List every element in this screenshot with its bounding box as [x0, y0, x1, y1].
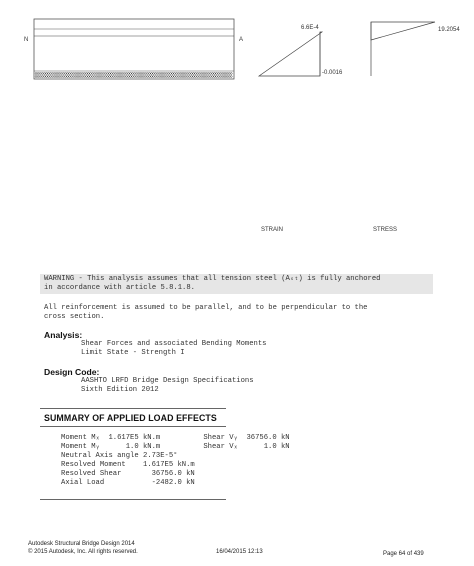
rebar-bar: [207, 73, 209, 75]
summary-row: Resolved Moment 1.617E5 kN.m: [61, 461, 195, 469]
rebar-bar: [98, 73, 100, 75]
rebar-bar: [130, 73, 132, 75]
rebar-bar: [127, 76, 129, 78]
rebar-bar: [60, 73, 62, 75]
rebar-bar: [172, 73, 174, 75]
rebar-bar: [92, 76, 94, 78]
rebar-bar: [163, 73, 165, 75]
rebar-bar: [58, 73, 60, 75]
design-code-line-2: Sixth Edition 2012: [81, 386, 159, 394]
rebar-bar: [121, 73, 123, 75]
analysis-line-2: Limit State - Strength I: [81, 349, 185, 357]
rebar-bar: [155, 76, 157, 78]
rebar-bar: [56, 76, 58, 78]
rebar-bar: [56, 73, 58, 75]
rebar-bar: [67, 76, 69, 78]
rebar-bar: [216, 73, 218, 75]
rebar-bar: [102, 73, 104, 75]
rebar-bar: [52, 76, 54, 78]
rebar-bar: [125, 76, 127, 78]
rebar-bar: [224, 73, 226, 75]
rebar-bar: [37, 73, 39, 75]
rebar-bar: [50, 76, 52, 78]
rebar-bar: [191, 76, 193, 78]
summary-title: SUMMARY OF APPLIED LOAD EFFECTS: [44, 413, 217, 423]
summary-row: Resolved Shear 36756.0 kN: [61, 470, 195, 478]
rebar-bar: [146, 73, 148, 75]
rebar-bar: [41, 73, 43, 75]
rebar-bar: [199, 73, 201, 75]
section-diagram: [0, 0, 474, 250]
rebar-bar: [113, 76, 115, 78]
rebar-bar: [130, 76, 132, 78]
rebar-bar: [113, 73, 115, 75]
rebar-bar: [100, 76, 102, 78]
rebar-bar: [146, 76, 148, 78]
rebar-bar: [209, 73, 211, 75]
rebar-bar: [184, 76, 186, 78]
rebar-bar: [182, 76, 184, 78]
rebar-bar: [109, 76, 111, 78]
rebar-bar: [86, 73, 88, 75]
rebar-bar: [149, 73, 151, 75]
rebar-bar: [151, 73, 153, 75]
summary-row: Moment Mₓ 1.617E5 kN.m Shear Vᵧ 36756.0 kN: [61, 434, 290, 442]
rebar-bar: [138, 73, 140, 75]
rebar-bar: [199, 76, 201, 78]
rebar-bar: [165, 76, 167, 78]
rebar-bar: [140, 73, 142, 75]
rebar-bar: [214, 76, 216, 78]
rebar-bar: [226, 76, 228, 78]
rebar-bar: [155, 73, 157, 75]
summary-row: Axial Load -2482.0 kN: [61, 479, 195, 487]
rebar-bar: [79, 73, 81, 75]
rebar-bar: [218, 73, 220, 75]
rebar-bar: [136, 73, 138, 75]
rebar-bar: [50, 73, 52, 75]
rebar-row-upper: [35, 73, 232, 75]
rebar-bar: [176, 76, 178, 78]
rebar-bar: [83, 73, 85, 75]
rebar-bar: [44, 73, 46, 75]
rebar-bar: [197, 73, 199, 75]
rebar-bar: [121, 76, 123, 78]
rebar-bar: [46, 73, 48, 75]
rebar-bar: [224, 76, 226, 78]
rebar-bar: [174, 76, 176, 78]
rebar-bar: [86, 76, 88, 78]
rebar-bar: [226, 73, 228, 75]
rebar-bar: [191, 73, 193, 75]
rebar-bar: [98, 76, 100, 78]
rebar-bar: [48, 73, 50, 75]
rebar-bar: [136, 76, 138, 78]
rebar-bar: [119, 76, 121, 78]
rebar-bar: [102, 76, 104, 78]
rebar-bar: [69, 73, 71, 75]
rebar-bar: [163, 76, 165, 78]
rebar-bar: [184, 73, 186, 75]
rebar-bar: [161, 76, 163, 78]
rebar-bar: [100, 73, 102, 75]
rebar-bar: [203, 76, 205, 78]
rebar-bar: [96, 76, 98, 78]
rebar-bar: [107, 73, 109, 75]
rebar-bar: [144, 76, 146, 78]
rebar-bar: [123, 76, 125, 78]
reinforcement-note-line-1: All reinforcement is assumed to be parallel, and to be perpendicular to the: [44, 304, 368, 312]
analysis-heading: Analysis:: [44, 330, 83, 340]
rebar-bar: [157, 73, 159, 75]
rebar-bar: [77, 76, 79, 78]
warning-line-2: in accordance with article 5.8.1.8.: [44, 284, 195, 292]
rebar-bar: [170, 76, 172, 78]
rebar-bar: [214, 73, 216, 75]
rebar-bar: [71, 73, 73, 75]
rebar-bar: [178, 76, 180, 78]
rebar-bar: [54, 76, 56, 78]
rebar-bar: [77, 73, 79, 75]
rebar-bar: [109, 73, 111, 75]
section-label-n: N: [24, 37, 29, 43]
rebar-bar: [37, 76, 39, 78]
summary-row: Moment Mᵧ 1.0 kN.m Shear Vₓ 1.0 kN: [61, 443, 290, 451]
rebar-bar: [81, 76, 83, 78]
rebar-bar: [104, 76, 106, 78]
rebar-bar: [127, 73, 129, 75]
rebar-bar: [107, 76, 109, 78]
rebar-bar: [125, 73, 127, 75]
rebar-bar: [159, 76, 161, 78]
rebar-bar: [140, 76, 142, 78]
strain-diagram: [259, 32, 322, 76]
rebar-bar: [149, 76, 151, 78]
rebar-bar: [222, 73, 224, 75]
strain-top-value: 6.6E-4: [301, 25, 319, 31]
rebar-bar: [144, 73, 146, 75]
rebar-bar: [170, 73, 172, 75]
rebar-bar: [178, 73, 180, 75]
rebar-bar: [75, 76, 77, 78]
rebar-bar: [207, 76, 209, 78]
rebar-bar: [197, 76, 199, 78]
rebar-bar: [161, 73, 163, 75]
rebar-bar: [94, 76, 96, 78]
rebar-bar: [62, 73, 64, 75]
rebar-bar: [142, 73, 144, 75]
rebar-bar: [88, 76, 90, 78]
rebar-bar: [35, 73, 37, 75]
rebar-bar: [134, 73, 136, 75]
rebar-bar: [220, 73, 222, 75]
rebar-bar: [119, 73, 121, 75]
rebar-bar: [111, 73, 113, 75]
rebar-bar: [228, 73, 230, 75]
rebar-bar: [205, 76, 207, 78]
rebar-bar: [134, 76, 136, 78]
rebar-row-lower: [35, 76, 232, 78]
rebar-bar: [115, 76, 117, 78]
rebar-bar: [60, 76, 62, 78]
rebar-bar: [182, 73, 184, 75]
rebar-bar: [117, 73, 119, 75]
section-label-a: A: [239, 37, 244, 43]
rebar-bar: [188, 73, 190, 75]
rebar-bar: [167, 76, 169, 78]
rebar-bar: [180, 73, 182, 75]
rebar-bar: [138, 76, 140, 78]
rebar-bar: [92, 73, 94, 75]
rebar-bar: [65, 76, 67, 78]
rebar-bar: [44, 76, 46, 78]
rebar-bar: [75, 73, 77, 75]
rebar-bar: [65, 73, 67, 75]
footer-copyright: © 2015 Autodesk, Inc. All rights reserved.: [28, 549, 138, 555]
rebar-bar: [90, 73, 92, 75]
rebar-bar: [193, 73, 195, 75]
rebar-bar: [67, 73, 69, 75]
strain-profile: [259, 32, 322, 76]
rebar-bar: [195, 73, 197, 75]
rebar-bar: [81, 73, 83, 75]
rebar-bar: [83, 76, 85, 78]
rebar-bar: [62, 76, 64, 78]
rebar-bar: [132, 76, 134, 78]
rebar-bar: [205, 73, 207, 75]
rebar-bar: [220, 76, 222, 78]
warning-line-1: WARNING - This analysis assumes that all tension steel (Aₛₜ) is fully anchored: [44, 275, 381, 283]
rebar-bar: [52, 73, 54, 75]
footer-page-number: Page 64 of 439: [383, 551, 424, 557]
rebar-bar: [123, 73, 125, 75]
rebar-bar: [180, 76, 182, 78]
rebar-bar: [39, 76, 41, 78]
footer-datetime: 16/04/2015 12:13: [216, 549, 263, 555]
rebar-bar: [212, 73, 214, 75]
analysis-line-1: Shear Forces and associated Bending Moments: [81, 340, 267, 348]
summary-bottom-rule: [40, 499, 226, 500]
stress-diagram: [371, 22, 435, 76]
rebar-bar: [186, 76, 188, 78]
rebar-bar: [96, 73, 98, 75]
rebar-bar: [115, 73, 117, 75]
rebar-bar: [174, 73, 176, 75]
rebar-bar: [71, 76, 73, 78]
stress-caption: STRESS: [373, 227, 398, 233]
rebar-bar: [58, 76, 60, 78]
rebar-bar: [201, 73, 203, 75]
rebar-bar: [153, 76, 155, 78]
rebar-bar: [201, 76, 203, 78]
rebar-bar: [73, 73, 75, 75]
rebar-bar: [132, 73, 134, 75]
design-code-line-1: AASHTO LRFD Bridge Design Specifications: [81, 377, 254, 385]
rebar-bar: [39, 73, 41, 75]
rebar-bar: [111, 76, 113, 78]
footer-product: Autodesk Structural Bridge Design 2014: [28, 541, 135, 547]
rebar-bar: [176, 73, 178, 75]
rebar-bar: [153, 73, 155, 75]
rebar-bar: [35, 76, 37, 78]
rebar-bar: [230, 73, 232, 75]
rebar-bar: [165, 73, 167, 75]
rebar-bar: [193, 76, 195, 78]
rebar-bar: [104, 73, 106, 75]
rebar-bar: [203, 73, 205, 75]
rebar-bar: [142, 76, 144, 78]
rebar-bar: [209, 76, 211, 78]
rebar-bar: [79, 76, 81, 78]
summary-title-rule: [40, 426, 226, 427]
strain-caption: STRAIN: [261, 227, 284, 233]
rebar-bar: [151, 76, 153, 78]
rebar-bar: [218, 76, 220, 78]
rebar-bar: [188, 76, 190, 78]
rebar-bar: [117, 76, 119, 78]
rebar-bar: [88, 73, 90, 75]
rebar-bar: [222, 76, 224, 78]
rebar-bar: [41, 76, 43, 78]
reinforcement-note-line-2: cross section.: [44, 313, 105, 321]
rebar-bar: [46, 76, 48, 78]
rebar-bar: [159, 73, 161, 75]
rebar-bar: [94, 73, 96, 75]
rebar-bar: [90, 76, 92, 78]
rebar-bar: [167, 73, 169, 75]
rebar-bar: [48, 76, 50, 78]
design-code-heading: Design Code:: [44, 367, 100, 377]
rebar-bar: [216, 76, 218, 78]
rebar-bar: [157, 76, 159, 78]
stress-top-value: 19.2054: [438, 27, 460, 33]
rebar-bar: [69, 76, 71, 78]
rebar-bar: [54, 73, 56, 75]
rebar-bar: [73, 76, 75, 78]
stress-profile: [371, 22, 435, 40]
rebar-bar: [186, 73, 188, 75]
section-outline: [34, 19, 234, 79]
rebar-bar: [228, 76, 230, 78]
rebar-bar: [195, 76, 197, 78]
summary-row: Neutral Axis angle 2.73E-5°: [61, 452, 178, 460]
rebar-bar: [230, 76, 232, 78]
strain-bottom-value: -0.0016: [322, 70, 343, 76]
summary-top-rule: [40, 408, 226, 409]
rebar-bar: [172, 76, 174, 78]
rebar-bar: [212, 76, 214, 78]
